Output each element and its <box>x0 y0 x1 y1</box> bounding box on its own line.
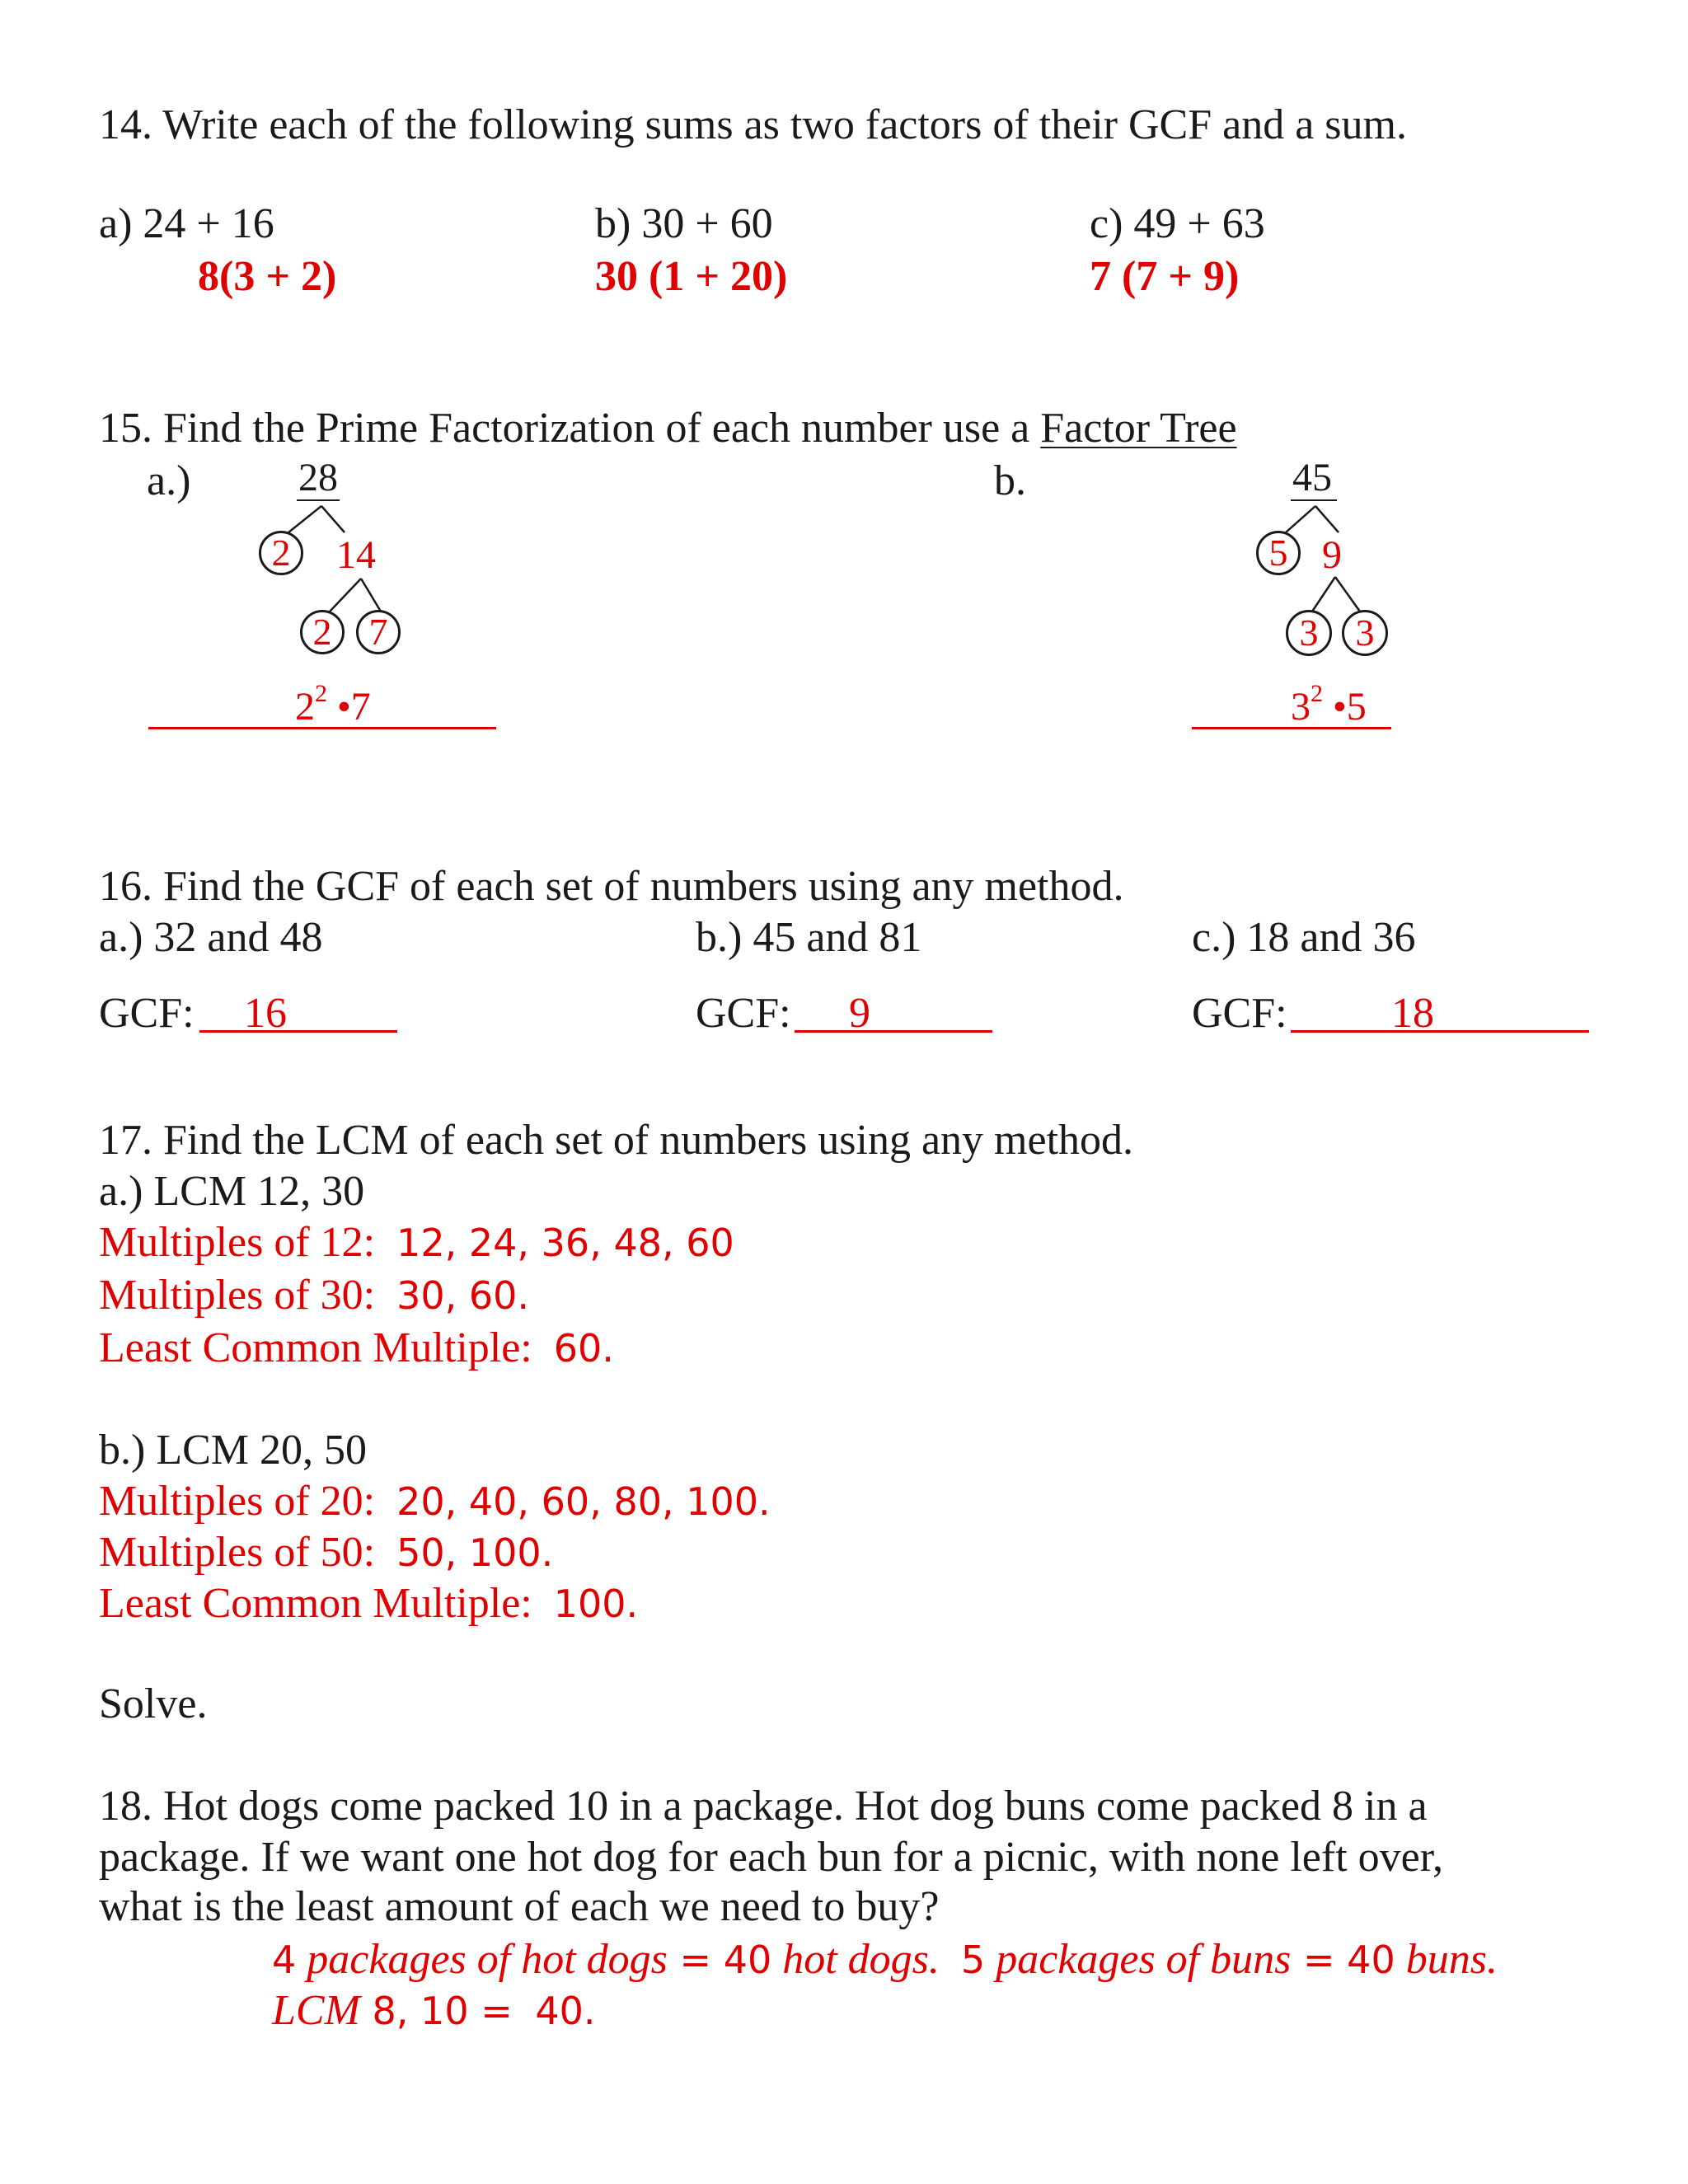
q18-answer-packages-hotdogs-count: 4 <box>272 1938 297 1982</box>
q18-answer-hotdogs-text: hot dogs. <box>771 1936 940 1983</box>
q17-b-multiples-1-label: Multiples of 20: <box>99 1478 376 1525</box>
q15-a-leaf1-circle: 2 <box>300 610 345 654</box>
q15-b-root: 45 <box>1291 458 1337 501</box>
q16-a-answer-line <box>199 1030 397 1033</box>
q16-b-answer-line <box>795 1030 992 1033</box>
q15-b-answer-rest: •5 <box>1323 685 1367 729</box>
q18-answer-lcm-values: 8, 10 <box>359 1989 469 2033</box>
q17-b-lcm <box>99 1582 638 1625</box>
q15-a-answer-base: 2 <box>295 685 315 729</box>
q18-answer-hotdogs-total: 40 <box>723 1938 772 1982</box>
q18-answer-lcm-equals: = <box>468 1989 525 2033</box>
q16-c-answer: 18 <box>1391 990 1434 1037</box>
q18-line-3: what is the least amount of each we need to buy? <box>99 1883 940 1930</box>
q15-b-answer-base: 3 <box>1291 685 1311 729</box>
q16-b-label: b.) 45 and 81 <box>696 914 922 961</box>
q15-b-left-circle: 5 <box>1256 531 1301 575</box>
q16-c-label: c.) 18 and 36 <box>1192 914 1416 961</box>
q15-b-mid: 9 <box>1322 533 1342 577</box>
q17-a-lcm-value: 60. <box>553 1326 614 1371</box>
q18-answer-packages-buns-count: 5 <box>960 1938 986 1982</box>
q18-answer-buns-text: buns. <box>1395 1936 1498 1983</box>
q18-answer-equals-2: = <box>1291 1938 1348 1982</box>
q16-b-gcf-label: GCF: <box>696 990 791 1037</box>
q14-a-label: a) 24 + 16 <box>99 200 274 247</box>
q17-b-lcm-label: Least Common Multiple: <box>99 1580 532 1627</box>
q17-b-label: b.) LCM 20, 50 <box>99 1427 367 1474</box>
q16-a-answer: 16 <box>244 990 287 1037</box>
q18-answer-lcm-result: 40. <box>535 1989 596 2033</box>
q16-b-answer: 9 <box>849 990 870 1037</box>
q14-b-answer: 30 (1 + 20) <box>595 253 788 300</box>
q15-a-left-circle: 2 <box>259 531 303 575</box>
q16-a-label: a.) 32 and 48 <box>99 914 323 961</box>
q15-b-answer-exponent: 2 <box>1311 680 1323 707</box>
solve-heading: Solve. <box>99 1680 208 1727</box>
q17-a-multiples-1 <box>99 1221 734 1264</box>
q18-answer-line-2 <box>272 1987 596 2034</box>
q16-prompt: 16. Find the GCF of each set of numbers using any method. <box>99 863 1124 910</box>
q15-b-leaf2-circle: 3 <box>1342 610 1388 656</box>
q16-a-gcf-label: GCF: <box>99 990 195 1037</box>
q18-line-2: package. If we want one hot dog for each bun for a picnic, with none left over, <box>99 1834 1443 1881</box>
q18-answer-line-1 <box>272 1938 1498 1981</box>
q15-b-leaf1-circle: 3 <box>1286 610 1332 656</box>
q17-a-multiples-2-values: 30, 60. <box>396 1273 530 1318</box>
q14-a-answer: 8(3 + 2) <box>198 253 337 300</box>
q16-c-answer-line <box>1291 1030 1589 1033</box>
q16-c-gcf-label: GCF: <box>1192 990 1287 1037</box>
q15-a-leaf2-circle: 7 <box>356 610 401 654</box>
q18-answer-lcm-label: LCM <box>272 1987 360 2034</box>
q14-c-label: c) 49 + 63 <box>1090 200 1265 247</box>
q17-a-label: a.) LCM 12, 30 <box>99 1168 365 1215</box>
q17-a-multiples-1-values: 12, 24, 36, 48, 60 <box>396 1221 734 1265</box>
q15-prompt-factor-tree: Factor Tree <box>1040 405 1237 452</box>
q18-answer-buns-total: 40 <box>1347 1938 1395 1982</box>
q15-a-root: 28 <box>298 456 338 499</box>
q15-a-label: a.) <box>147 457 191 504</box>
q15-a-mid: 14 <box>336 533 376 577</box>
q18-answer-packages-hotdogs-text: packages of hot dogs <box>296 1936 668 1983</box>
q17-a-multiples-2-label: Multiples of 30: <box>99 1272 376 1319</box>
q14-prompt: 14. Write each of the following sums as two factors of their GCF and a sum. <box>99 101 1407 148</box>
q17-a-multiples-2 <box>99 1274 529 1317</box>
q14-b-label: b) 30 + 60 <box>595 200 773 247</box>
q17-prompt: 17. Find the LCM of each set of numbers using any method. <box>99 1117 1134 1164</box>
q18-answer-equals-1: = <box>667 1938 724 1982</box>
q17-b-lcm-value: 100. <box>553 1582 639 1626</box>
q17-b-multiples-2 <box>99 1531 553 1574</box>
q15-a-answer-rest: •7 <box>327 685 371 729</box>
q17-a-lcm-label: Least Common Multiple: <box>99 1324 532 1371</box>
q17-b-multiples-1 <box>99 1480 771 1523</box>
q18-line-1: 18. Hot dogs come packed 10 in a package. Hot dog buns come packed 8 in a <box>99 1783 1428 1830</box>
q17-b-multiples-1-values: 20, 40, 60, 80, 100. <box>396 1479 771 1524</box>
q17-a-multiples-1-label: Multiples of 12: <box>99 1219 376 1266</box>
q17-b-multiples-2-values: 50, 100. <box>396 1530 554 1575</box>
q15-a-answer-exponent: 2 <box>315 680 327 707</box>
q15-prompt-text: 15. Find the Prime Factorization of each number use a <box>99 405 1041 452</box>
q15-b-label: b. <box>994 457 1026 504</box>
q18-answer-packages-buns-text: packages of buns <box>985 1936 1292 1983</box>
q14-c-answer: 7 (7 + 9) <box>1090 253 1240 300</box>
q17-b-multiples-2-label: Multiples of 50: <box>99 1529 376 1576</box>
q17-a-lcm <box>99 1324 614 1371</box>
